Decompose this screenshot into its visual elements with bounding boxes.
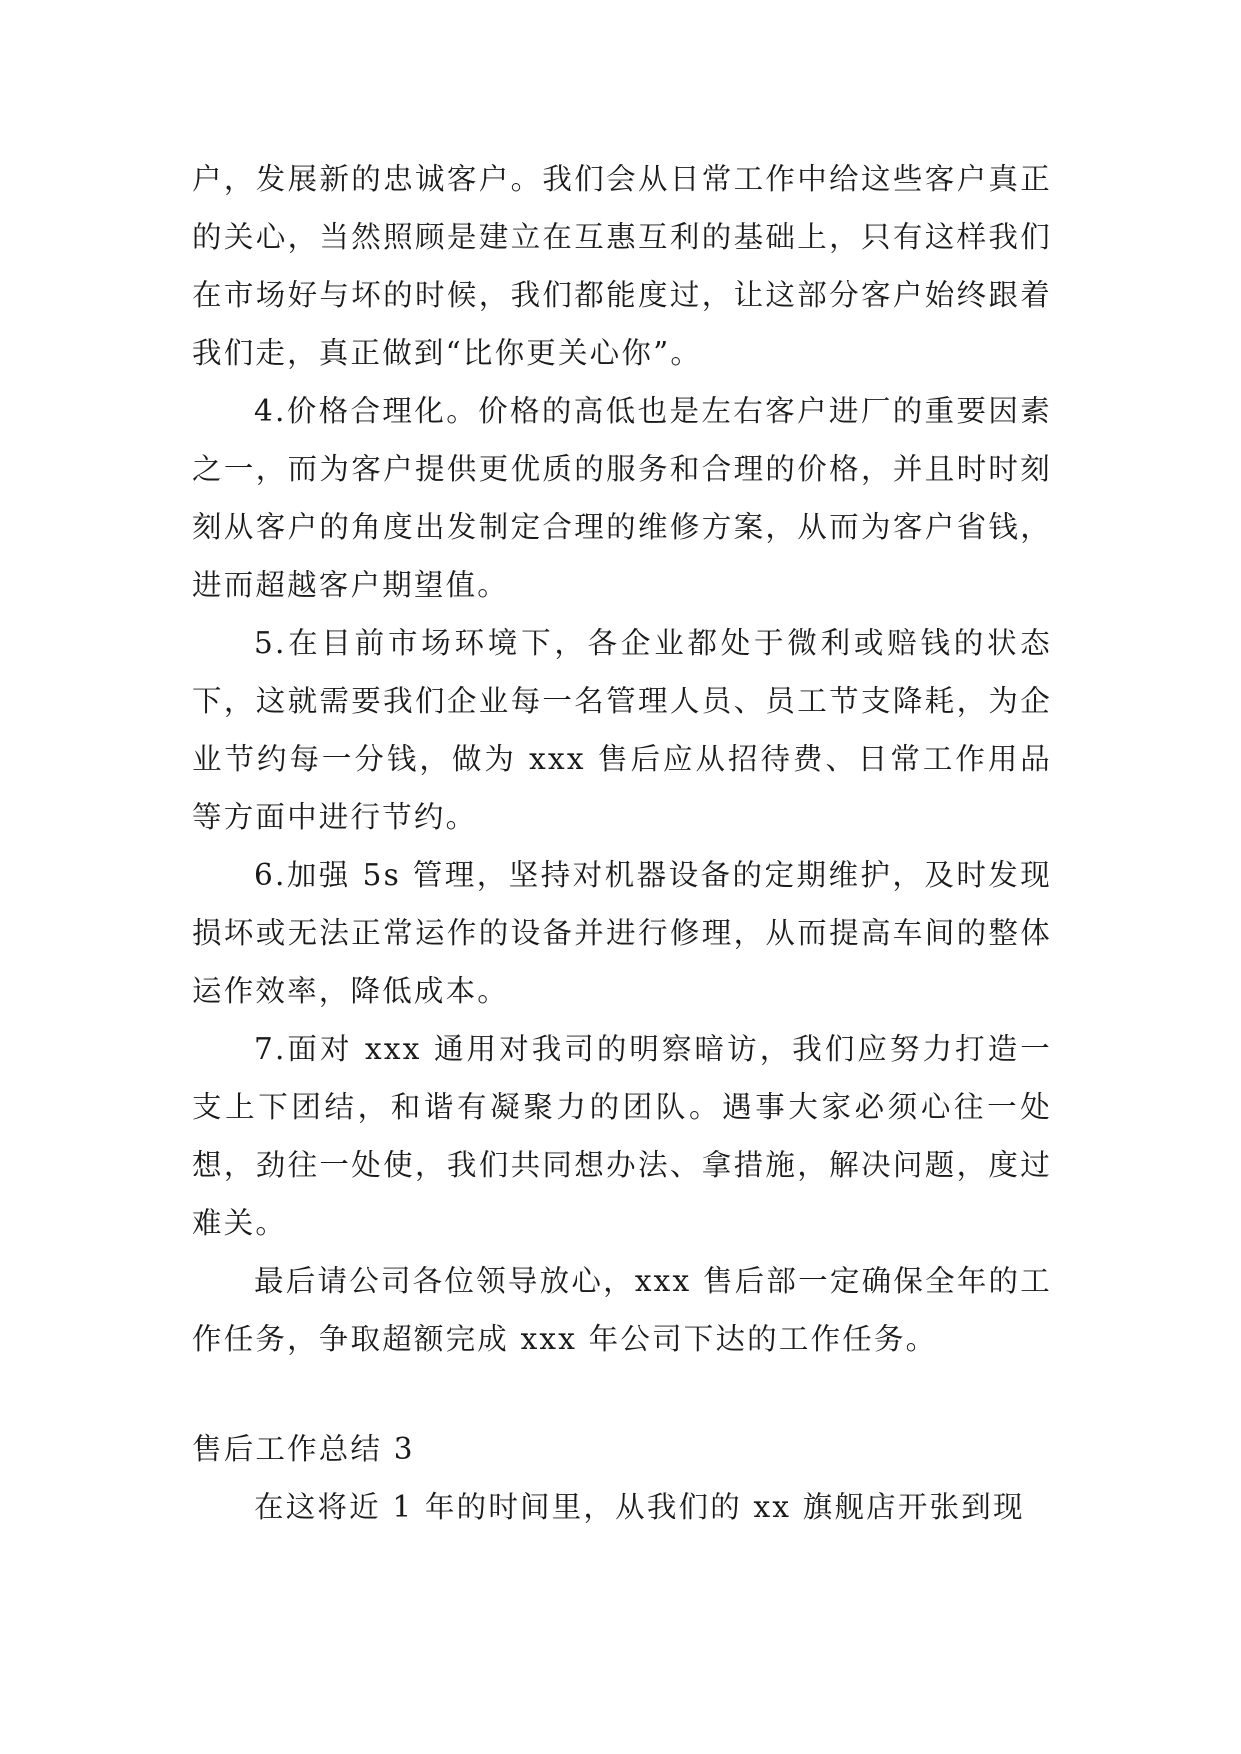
continuation-paragraph: 户，发展新的忠诚客户。我们会从日常工作中给这些客户真正的关心，当然照顾是建立在互惠互利的基础上，只有这样我们在市场好与坏的时候，我们都能度过，让这部分客户始终跟着我们走，真正做到“比你更关心你”。 — [192, 162, 1052, 370]
section-first-paragraph: 在这将近 1 年的时间里，从我们的 xx 旗舰店开张到现 — [254, 1490, 1025, 1524]
closing-paragraph: 最后请公司各位领导放心，xxx 售后部一定确保全年的工作任务，争取超额完成 xxx 年公司下达的工作任务。 — [192, 1264, 1052, 1356]
item-6-paragraph: 6.加强 5s 管理，坚持对机器设备的定期维护，及时发现损坏或无法正常运作的设备并进行修理，从而提高车间的整体运作效率，降低成本。 — [192, 858, 1052, 1008]
item-4-paragraph: 4.价格合理化。价格的高低也是左右客户进厂的重要因素之一，而为客户提供更优质的服务和合理的价格，并且时时刻刻从客户的角度出发制定合理的维修方案，从而为客户省钱，进而超越客户期望值。 — [192, 394, 1052, 602]
item-7-paragraph: 7.面对 xxx 通用对我司的明察暗访，我们应努力打造一支上下团结，和谐有凝聚力的团队。遇事大家必须心往一处想，劲往一处使，我们共同想办法、拿措施，解决问题，度过难关。 — [192, 1032, 1052, 1240]
section-heading: 售后工作总结 3 — [192, 1432, 415, 1466]
item-5-paragraph: 5.在目前市场环境下，各企业都处于微利或赔钱的状态下，这就需要我们企业每一名管理人员、员工节支降耗，为企业节约每一分钱，做为 xxx 售后应从招待费、日常工作用品等方面中进行节约。 — [192, 626, 1052, 834]
document-page — [192, 150, 1052, 1536]
